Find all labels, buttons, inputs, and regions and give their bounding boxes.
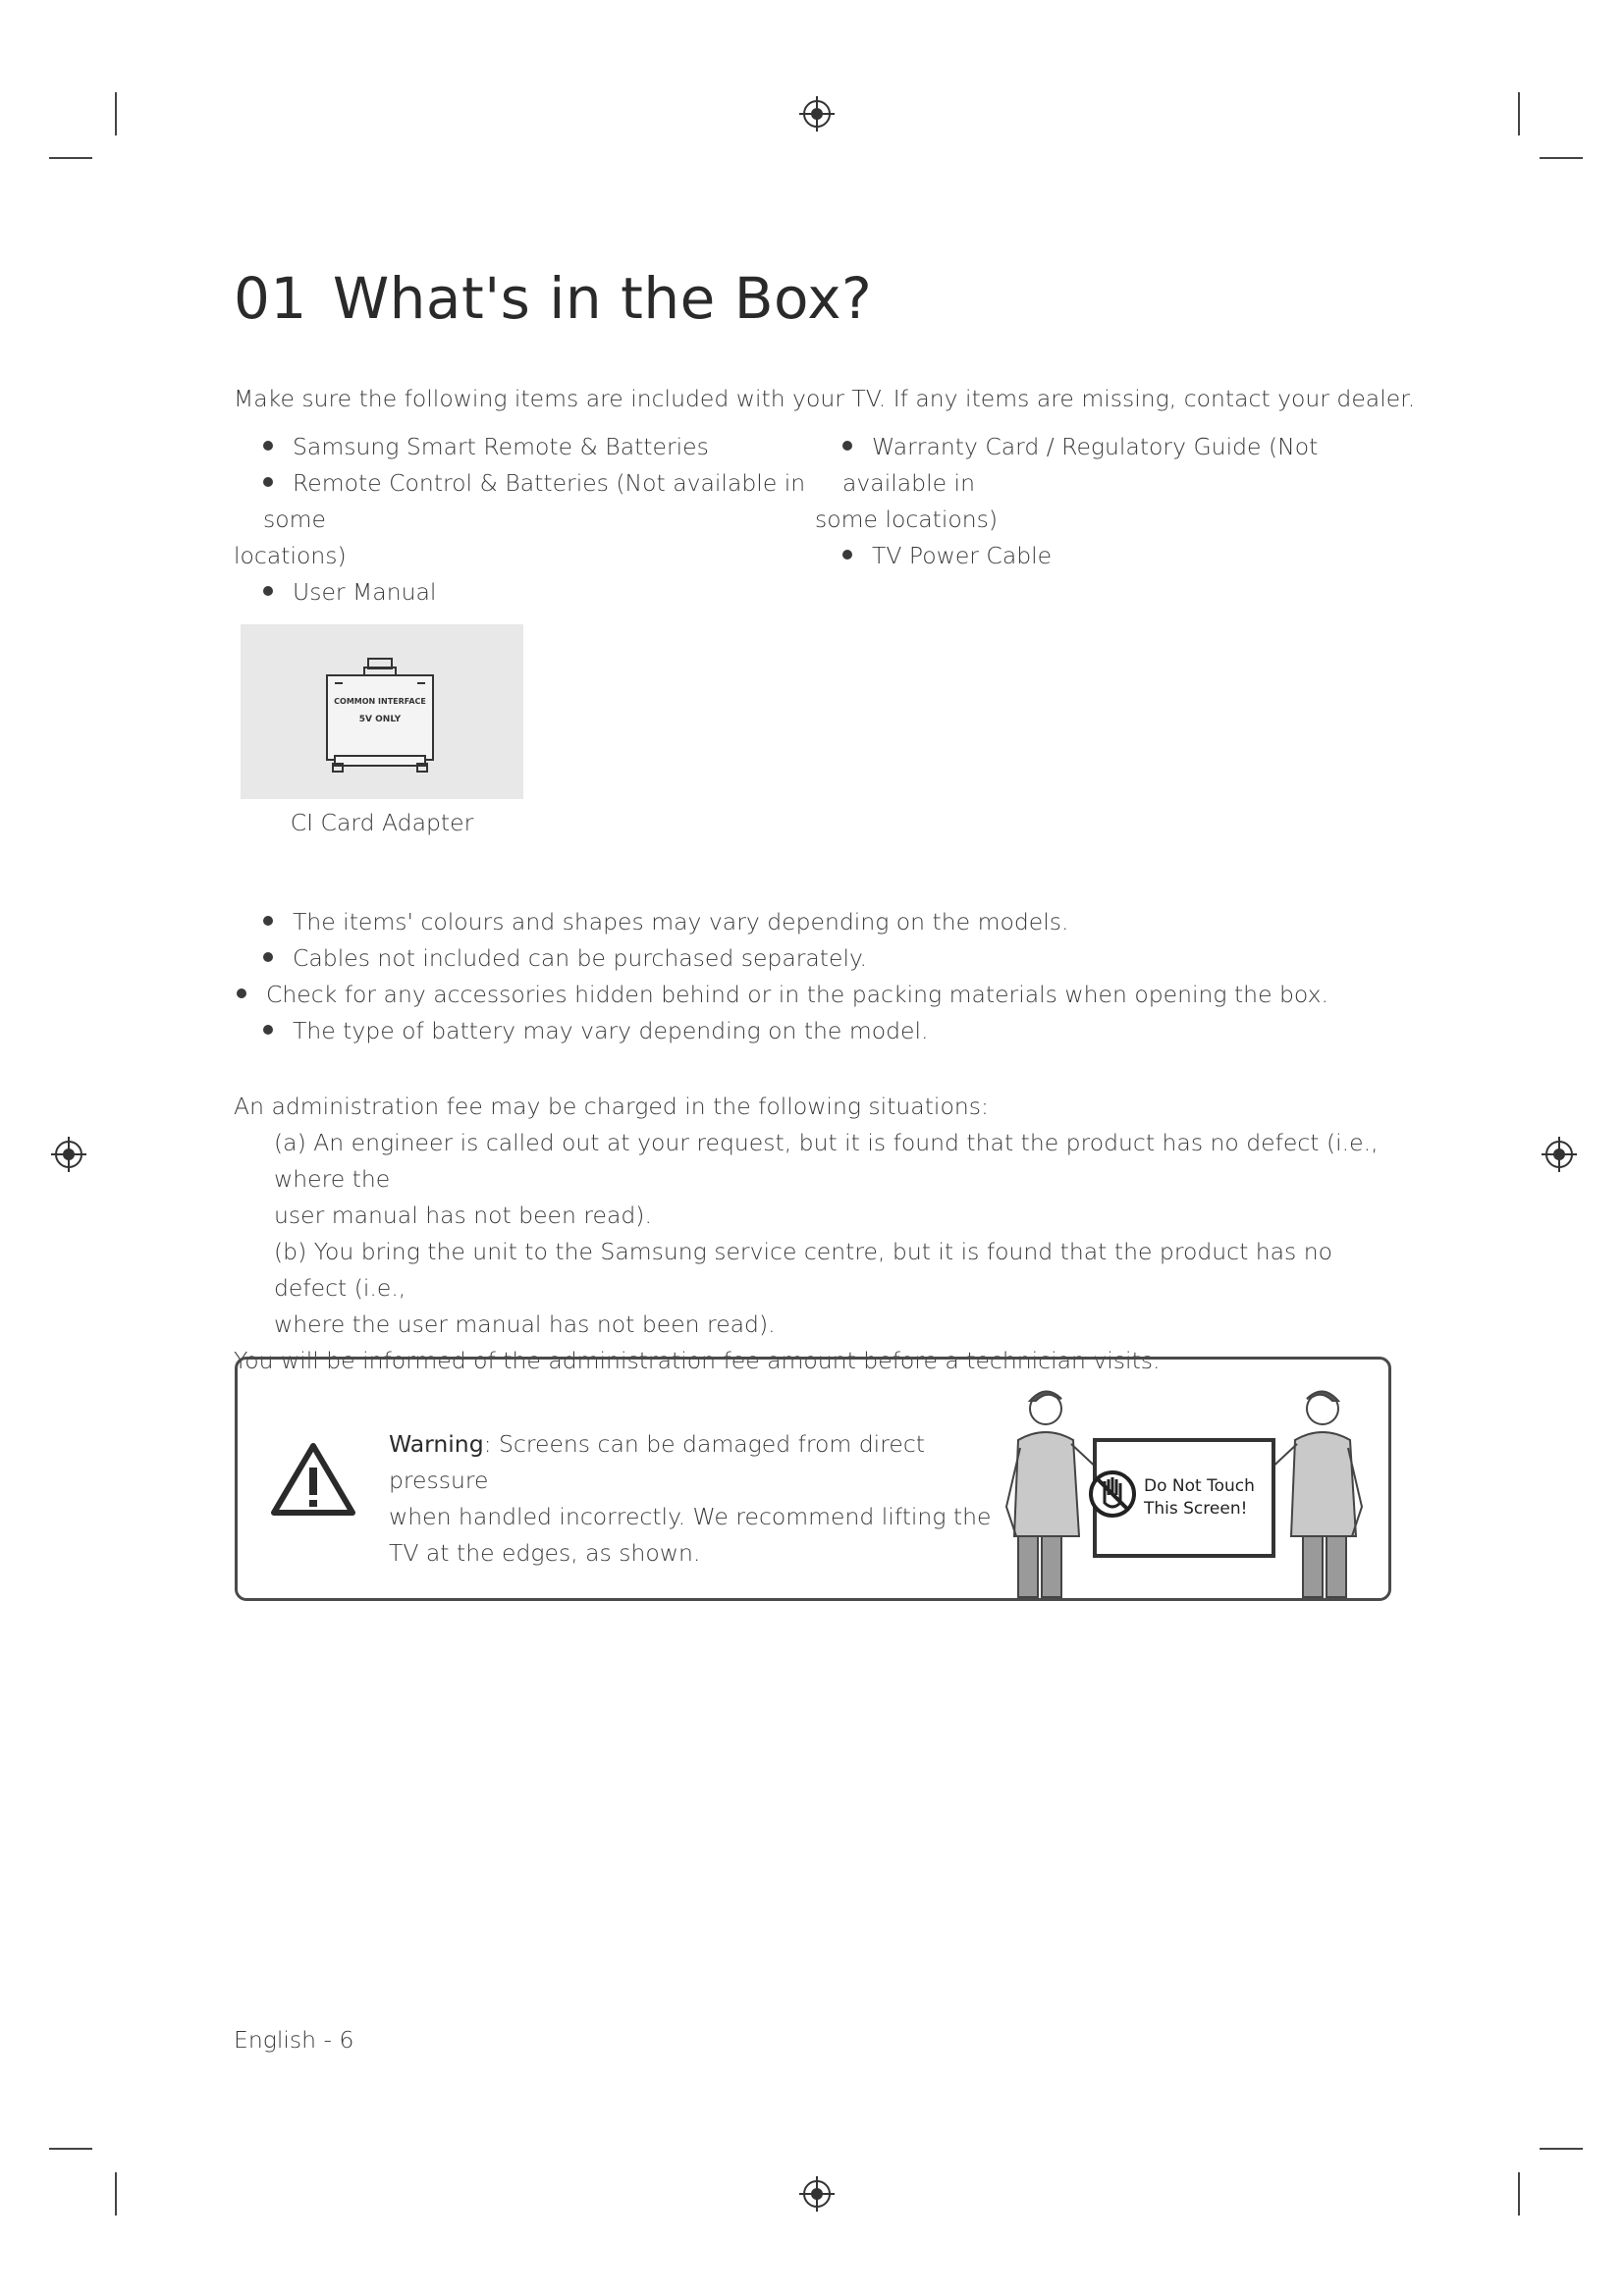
- admin-closing: You will be informed of the administration fee amount before a technician visits.: [234, 1347, 1161, 1374]
- admin-case-a-cont: user manual has not been read).: [274, 1201, 652, 1229]
- items-list-right: [815, 429, 1422, 574]
- crop-mark: [1540, 157, 1583, 159]
- list-item: Cables not included can be purchased separately.: [263, 940, 1328, 977]
- admin-case-b-cont: where the user manual has not been read).: [274, 1310, 776, 1338]
- crop-mark: [115, 2172, 117, 2216]
- registration-mark-icon: [49, 1135, 88, 1174]
- crop-mark: [1540, 2148, 1583, 2150]
- crop-mark: [49, 157, 92, 159]
- section-number: 01: [234, 265, 307, 332]
- registration-mark-icon: [797, 94, 837, 133]
- ci-card-caption: CI Card Adapter: [290, 809, 474, 836]
- admin-fee-section: [234, 1089, 1392, 1379]
- notes-list: [263, 904, 1328, 1049]
- crop-mark: [115, 92, 117, 135]
- warning-text: Warning: Screens can be damaged from direct pressure when handled incorrectly. We recommend lifting the TV at the edges, as shown.: [389, 1430, 992, 1567]
- crop-mark: [49, 2148, 92, 2150]
- registration-mark-icon: [1540, 1135, 1579, 1174]
- list-item: TV Power Cable: [842, 538, 1422, 574]
- crop-mark: [1518, 2172, 1520, 2216]
- sign-line-2: This Screen!: [1144, 1499, 1248, 1519]
- list-item: Remote Control & Batteries (Not available in some locations): [234, 469, 806, 569]
- list-item: User Manual: [263, 574, 833, 611]
- svg-text:COMMON INTERFACE: COMMON INTERFACE: [334, 697, 426, 706]
- admin-case-a: (a) An engineer is called out at your request, but it is found that the product has no defect (i.e., where the: [274, 1129, 1379, 1193]
- page-footer: English - 6: [234, 2026, 354, 2054]
- list-item: Warranty Card / Regulatory Guide (Not available in some locations): [815, 433, 1319, 533]
- list-item: Samsung Smart Remote & Batteries: [263, 429, 833, 465]
- page-title: [234, 265, 872, 332]
- list-item: The items' colours and shapes may vary depending on the models.: [263, 904, 1328, 940]
- list-item: Check for any accessories hidden behind or in the packing materials when opening the box.: [237, 977, 1328, 1013]
- tv-lifting-illustration: [997, 1379, 1370, 1600]
- admin-case-b: (b) You bring the unit to the Samsung service centre, but it is found that the product has no defect (i.e.,: [274, 1238, 1333, 1302]
- ci-card-adapter-icon: [241, 624, 523, 799]
- list-item: The type of battery may vary depending on the model.: [263, 1013, 1328, 1049]
- sign-line-1: Do Not Touch: [1144, 1476, 1255, 1496]
- registration-mark-icon: [797, 2174, 837, 2214]
- warning-label: Warning: [389, 1430, 484, 1458]
- warning-triangle-icon: [270, 1440, 356, 1519]
- admin-lead: An administration fee may be charged in the following situations:: [234, 1093, 989, 1120]
- items-list-left: [234, 429, 833, 611]
- intro-paragraph: Make sure the following items are included with your TV. If any items are missing, contact your dealer.: [234, 385, 1416, 412]
- svg-text:5V ONLY: 5V ONLY: [358, 715, 402, 724]
- crop-mark: [1518, 92, 1520, 135]
- section-title: What's in the Box?: [332, 265, 873, 332]
- ci-card-adapter-image: [241, 624, 523, 799]
